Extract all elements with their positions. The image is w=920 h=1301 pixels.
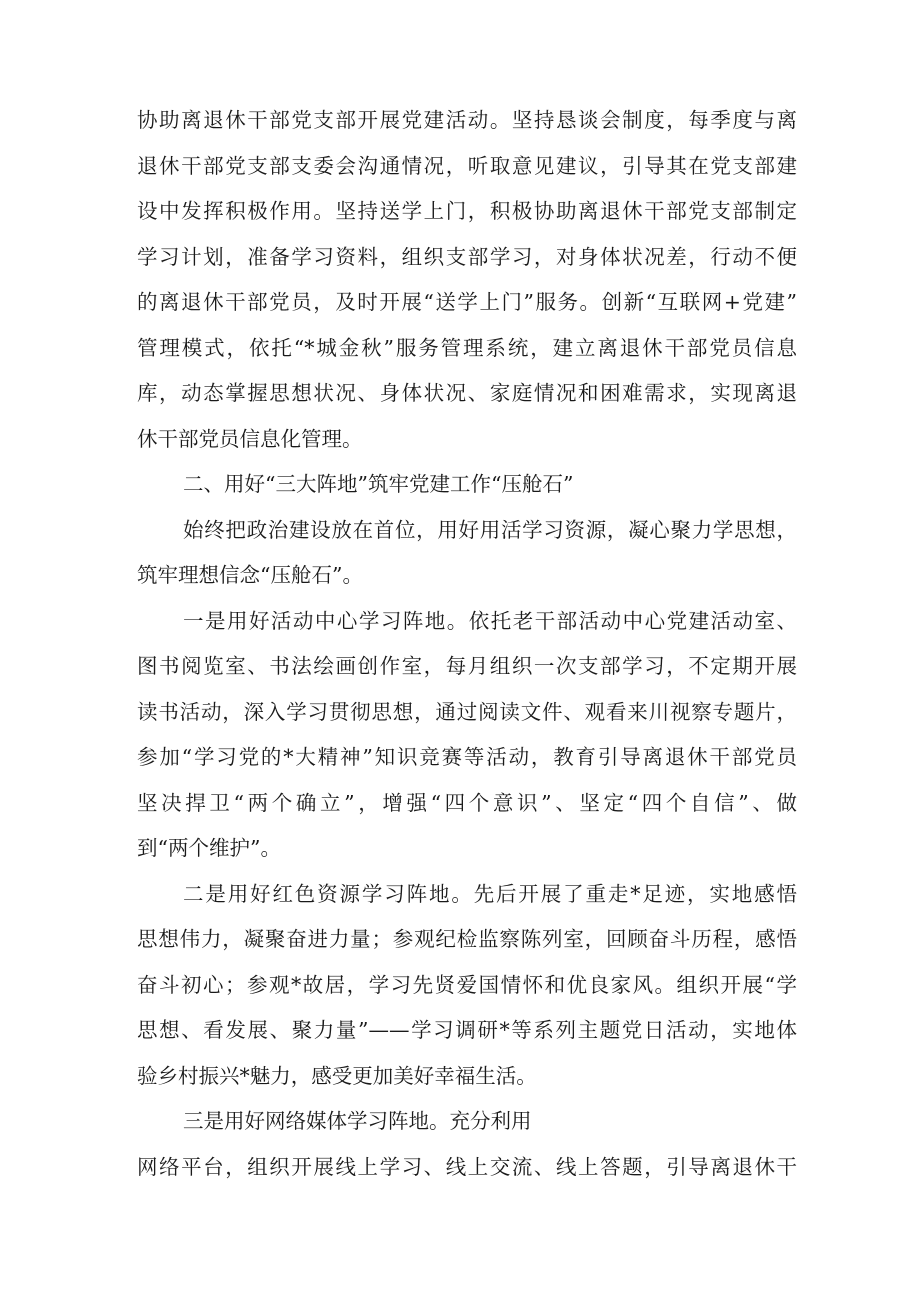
text-line: 到“两个维护”。 (137, 836, 281, 860)
text-line: 协助离退休干部党支部开展党建活动。坚持恳谈会制度，每季度与离 (137, 108, 797, 132)
text-line: 三是用好网络媒体学习阵地。充分利用 (183, 1109, 532, 1133)
text-line: 思想、看发展、聚力量”——学习调研*等系列主题党日活动，实地体 (137, 1018, 797, 1042)
text-line: 图书阅览室、书法绘画创作室，每月组织一次支部学习，不定期开展 (137, 654, 797, 678)
text-line: 设中发挥积极作用。坚持送学上门，积极协助离退休干部党支部制定 (137, 199, 797, 223)
text-line: 库，动态掌握思想状况、身体状况、家庭情况和困难需求，实现离退 (137, 381, 797, 405)
text-line: 的离退休干部党员，及时开展“送学上门”服务。创新“互联网+党建” (137, 290, 797, 314)
text-line: 管理模式，依托“*城金秋”服务管理系统，建立离退休干部党员信息 (137, 336, 797, 360)
text-line: 退休干部党支部支委会沟通情况，听取意见建议，引导其在党支部建 (137, 154, 797, 178)
text-line: 一是用好活动中心学习阵地。依托老干部活动中心党建活动室、 (183, 609, 797, 633)
text-line: 二是用好红色资源学习阵地。先后开展了重走*足迹，实地感悟 (183, 882, 797, 906)
text-line: 学习计划，准备学习资料，组织支部学习，对身体状况差，行动不便 (137, 245, 797, 269)
text-line: 验乡村振兴*魅力，感受更加美好幸福生活。 (137, 1064, 537, 1088)
text-line: 读书活动，深入学习贯彻思想，通过阅读文件、观看来川视察专题片， (137, 700, 797, 724)
section-heading: 二、用好“三大阵地”筑牢党建工作“压舱石” (183, 472, 574, 496)
text-line: 始终把政治建设放在首位，用好用活学习资源，凝心聚力学思想， (183, 518, 797, 542)
text-line: 思想伟力，凝聚奋进力量；参观纪检监察陈列室，回顾奋斗历程，感悟 (137, 927, 797, 951)
text-line: 参加“学习党的*大精神”知识竞赛等活动，教育引导离退休干部党员 (137, 745, 797, 769)
text-line: 筑牢理想信念“压舱石”。 (137, 563, 363, 587)
text-line: 休干部党员信息化管理。 (137, 427, 363, 451)
text-line: 坚决捍卫“两个确立”，增强“四个意识”、坚定“四个自信”、做 (137, 791, 797, 815)
text-line: 网络平台，组织开展线上学习、线上交流、线上答题，引导离退休干 (137, 1155, 797, 1179)
text-line: 奋斗初心；参观*故居，学习先贤爱国情怀和优良家风。组织开展“学 (137, 973, 797, 997)
